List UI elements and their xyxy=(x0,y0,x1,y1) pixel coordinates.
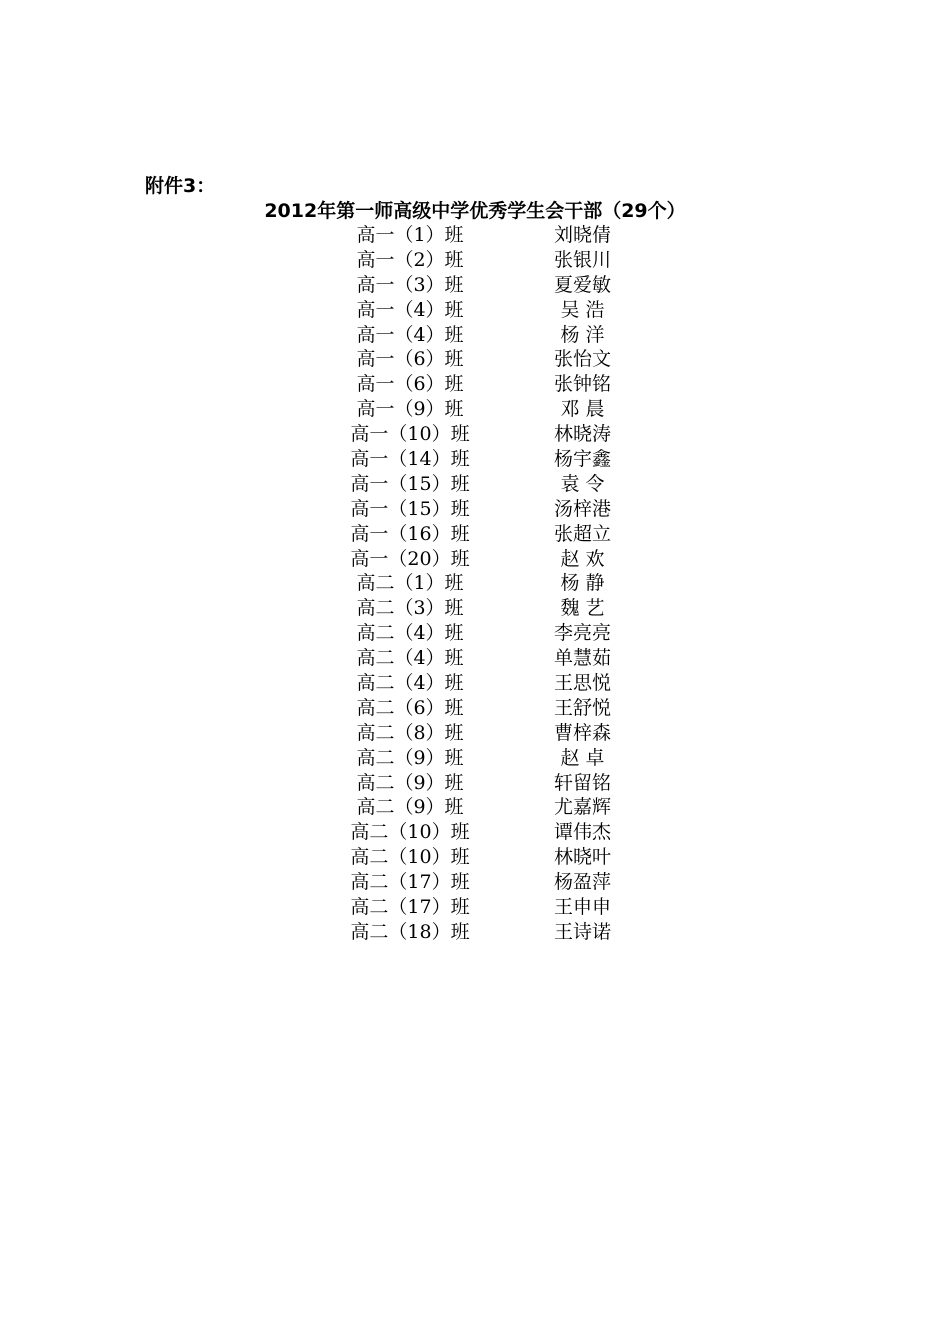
student-name: 张超立 xyxy=(553,522,611,545)
class-name: 高一（6）班 xyxy=(356,373,464,396)
class-name: 高一（3）班 xyxy=(356,273,464,296)
class-name: 高一（4）班 xyxy=(356,298,464,321)
class-name: 高一（15）班 xyxy=(350,497,470,520)
student-name: 李亮亮 xyxy=(553,622,611,645)
student-name: 王舒悦 xyxy=(553,696,611,719)
list-item xyxy=(300,547,660,572)
student-name: 曹梓森 xyxy=(553,721,611,744)
list-item xyxy=(300,845,660,870)
student-name: 谭伟杰 xyxy=(553,821,611,844)
class-name: 高一（6）班 xyxy=(356,348,464,371)
class-name: 高二（17）班 xyxy=(350,871,470,894)
class-name: 高二（9）班 xyxy=(356,746,464,769)
list-item xyxy=(300,895,660,920)
attachment-label: 附件3： xyxy=(145,175,216,197)
class-name: 高二（9）班 xyxy=(356,771,464,794)
class-name: 高一（16）班 xyxy=(350,522,470,545)
list-item xyxy=(300,347,660,372)
student-name: 轩留铭 xyxy=(553,771,611,794)
list-item xyxy=(300,820,660,845)
student-name: 尤嘉辉 xyxy=(553,796,611,819)
list-item xyxy=(300,497,660,522)
class-name: 高一（4）班 xyxy=(356,323,464,346)
student-name: 杨 洋 xyxy=(560,323,605,346)
list-item xyxy=(300,621,660,646)
student-name: 张钟铭 xyxy=(553,373,611,396)
document-title: 2012年第一师高级中学优秀学生会干部（29个） xyxy=(264,200,686,222)
list-item xyxy=(300,422,660,447)
student-name: 邓 晨 xyxy=(560,398,605,421)
student-name: 单慧茹 xyxy=(553,647,611,670)
student-name: 夏爱敏 xyxy=(553,273,611,296)
student-name: 杨盈萍 xyxy=(553,871,611,894)
class-name: 高二（3）班 xyxy=(356,597,464,620)
list-item xyxy=(300,372,660,397)
class-name: 高一（1）班 xyxy=(356,224,464,246)
student-name: 杨 静 xyxy=(560,572,605,595)
list-item xyxy=(300,298,660,323)
list-item xyxy=(300,870,660,895)
student-name: 王思悦 xyxy=(553,672,611,695)
list-item xyxy=(300,646,660,671)
list-item xyxy=(300,273,660,298)
class-name: 高一（9）班 xyxy=(356,398,464,421)
class-name: 高一（14）班 xyxy=(350,448,470,471)
student-name: 魏 艺 xyxy=(560,597,605,620)
class-name: 高二（4）班 xyxy=(356,622,464,645)
class-name: 高二（9）班 xyxy=(356,796,464,819)
list-item xyxy=(300,771,660,796)
list-item xyxy=(300,248,660,273)
student-name: 林晓叶 xyxy=(553,846,611,869)
student-name: 赵 卓 xyxy=(560,746,605,769)
list-item xyxy=(300,472,660,497)
list-item xyxy=(300,795,660,820)
list-item xyxy=(300,721,660,746)
list-item xyxy=(300,696,660,721)
class-name: 高二（4）班 xyxy=(356,672,464,695)
class-name: 高二（18）班 xyxy=(350,920,470,943)
class-name: 高一（10）班 xyxy=(350,423,470,446)
class-name: 高一（15）班 xyxy=(350,472,470,495)
list-item xyxy=(300,671,660,696)
student-name: 林晓涛 xyxy=(553,423,611,446)
class-name: 高二（1）班 xyxy=(356,572,464,595)
class-name: 高二（4）班 xyxy=(356,647,464,670)
student-list xyxy=(300,223,660,945)
class-name: 高二（17）班 xyxy=(350,896,470,919)
student-name: 刘晓倩 xyxy=(553,224,611,246)
list-item xyxy=(300,920,660,945)
class-name: 高二（10）班 xyxy=(350,846,470,869)
list-item xyxy=(300,746,660,771)
class-name: 高一（20）班 xyxy=(350,547,470,570)
student-name: 杨宇鑫 xyxy=(553,448,611,471)
list-item xyxy=(300,223,660,248)
student-name: 汤梓港 xyxy=(553,497,611,520)
class-name: 高二（8）班 xyxy=(356,721,464,744)
student-name: 张银川 xyxy=(553,248,611,271)
list-item xyxy=(300,323,660,348)
list-item xyxy=(300,447,660,472)
student-name: 张怡文 xyxy=(553,348,611,371)
student-name: 王诗诺 xyxy=(553,920,611,943)
student-name: 袁 令 xyxy=(560,472,605,495)
list-item xyxy=(300,397,660,422)
list-item xyxy=(300,571,660,596)
student-name: 王申申 xyxy=(553,896,611,919)
list-item xyxy=(300,522,660,547)
class-name: 高二（6）班 xyxy=(356,696,464,719)
student-name: 赵 欢 xyxy=(560,547,605,570)
student-name: 吴 浩 xyxy=(560,298,605,321)
class-name: 高二（10）班 xyxy=(350,821,470,844)
class-name: 高一（2）班 xyxy=(356,248,464,271)
list-item xyxy=(300,596,660,621)
